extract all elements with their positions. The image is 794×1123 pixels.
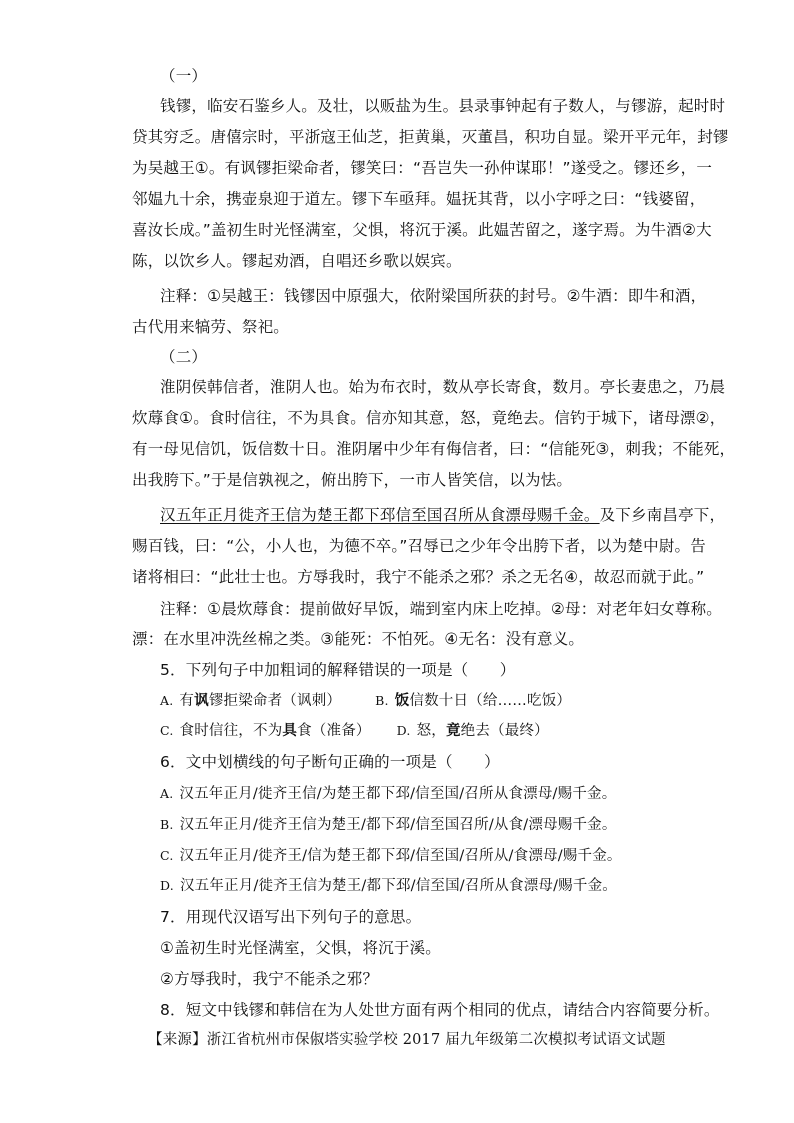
section1-line: 贷其穷乏。唐僖宗时，平浙寇王仙芝，拒黄巢，灭董昌，积功自显。梁开平元年，封镠	[132, 128, 729, 146]
section2-line: 出我胯下。”于是信孰视之，俯出胯下，一市人皆笑信，以为怯。	[132, 471, 573, 489]
section2-note: 漂：在水里冲洗丝棉之类。③能死：不怕死。④无名：没有意义。	[132, 630, 585, 648]
option-text: 镠拒梁命者（讽刺）	[208, 693, 342, 709]
question-5-options-row1	[160, 691, 571, 711]
option-key: C.	[160, 848, 174, 863]
bold-word: 饭	[394, 693, 410, 709]
section2-text: 及下乡南昌亭下，	[599, 506, 726, 524]
section2-line: 有一母见信饥，饭信数十日。淮阴屠中少年有侮信者，曰：“信能死③，刺我；不能死，	[132, 440, 736, 458]
section2-line: 炊蓐食①。食时信往，不为具食。信亦知其意，怒，竟绝去。信钓于城下，诸母漂②，	[132, 409, 726, 427]
question-6-option	[160, 784, 616, 804]
question-6-stem: 6．文中划横线的句子断句正确的一项是（ ）	[160, 753, 500, 771]
underlined-sentence: 汉五年正月徙齐王信为楚王都下邳信至国召所从食漂母赐千金。	[160, 506, 600, 524]
question-7-item: ①盖初生时光怪满室，父惧，将沉于溪。	[160, 939, 441, 957]
option-key: D.	[160, 878, 174, 893]
question-6-option	[160, 846, 622, 866]
option-key: B.	[160, 817, 174, 832]
section1-line: 钱镠，临安石鉴乡人。及壮，以贩盐为生。县录事钟起有子数人，与镠游，起时时	[160, 97, 726, 115]
question-6-option	[160, 815, 617, 835]
section2-underlined-line	[160, 505, 725, 525]
section1-note: 注释：①吴越王：钱镠因中原强大，依附梁国所获的封号。②牛酒：即牛和酒，	[160, 287, 707, 305]
section1-line: 为吴越王①。有讽镠拒梁命者，镠笑曰：“吾岂失一孙仲谋耶！”遂受之。镠还乡，一	[132, 159, 713, 177]
bold-word: 具	[282, 723, 298, 739]
question-5-options-row2	[160, 721, 549, 741]
section2-line: 赐百钱，曰：“公，小人也，为德不卒。”召辱已之少年令出胯下者，以为楚中尉。告	[132, 537, 706, 555]
option-text: 怒，	[416, 723, 446, 739]
option-text: 汉五年正月/徙齐王信为楚王/都下邳/信至国/召所从食漂母/赐千金。	[179, 878, 617, 894]
option-key: B.	[375, 693, 389, 708]
option-key: D.	[396, 723, 411, 738]
bold-word: 讽	[194, 693, 209, 709]
section1-line: 陈，以饮乡人。镠起劝酒，自唱还乡歌以娱宾。	[132, 252, 462, 270]
bold-word: 竟	[445, 723, 461, 739]
section1-line: 邻媪九十余，携壶泉迎于道左。镠下车亟拜。媪抚其背，以小字呼之曰：“钱婆留，	[132, 190, 706, 208]
option-key: A.	[160, 786, 174, 801]
section2-line: 淮阴侯韩信者，淮阴人也。始为布衣时，数从亭长寄食，数月。亭长妻患之，乃晨	[160, 378, 726, 396]
question-7-stem: 7．用现代汉语写出下列句子的意思。	[160, 908, 422, 926]
question-7-item: ②方辱我时，我宁不能杀之邪？	[160, 970, 379, 988]
option-text: 汉五年正月/徙齐王信为楚王/都下邳/信至国召所/从食/漂母赐千金。	[179, 817, 617, 833]
section2-line: 诸将相曰：“此壮士也。方辱我时，我宁不能杀之邪？杀之无名④，故忍而就于此。”	[132, 568, 705, 586]
option-key: C.	[160, 723, 174, 738]
question-5-stem: 5．下列句子中加粗词的解释错误的一项是（ ）	[160, 661, 516, 679]
section2-note: 注释：①晨炊蓐食：提前做好早饭，端到室内床上吃掉。②母：对老年妇女尊称。	[160, 600, 722, 618]
option-text: 食（准备）	[297, 723, 371, 739]
option-text: 汉五年正月/徙齐王信/为楚王都下邳/信至国/召所从食漂母/赐千金。	[179, 786, 617, 802]
question-8-stem: 8．短文中钱镠和韩信在为人处世方面有两个相同的优点，请结合内容简要分析。	[160, 1001, 720, 1019]
option-text: 信数十日（给……吃饭）	[409, 693, 572, 709]
option-key: A.	[160, 693, 174, 708]
section1-heading: （一）	[160, 67, 208, 85]
option-text: 食时信往，不为	[179, 723, 283, 739]
source-line: 【来源】浙江省杭州市保俶塔实验学校 2017 届九年级第二次模拟考试语文试题	[148, 1032, 666, 1048]
option-text: 有	[179, 693, 195, 709]
section2-heading: （二）	[160, 348, 208, 366]
section1-note: 古代用来犒劳、祭祀。	[132, 318, 290, 336]
question-6-option	[160, 876, 617, 896]
option-text: 汉五年正月/徙齐王/信为楚王都下邳/信至国/召所从/食漂母/赐千金。	[179, 848, 622, 864]
section1-line: 喜汝长成。”盖初生时光怪满室，父惧，将沉于溪。此媪苦留之，遂字焉。为牛酒②大	[132, 221, 712, 239]
option-text: 绝去（最终）	[460, 723, 549, 739]
